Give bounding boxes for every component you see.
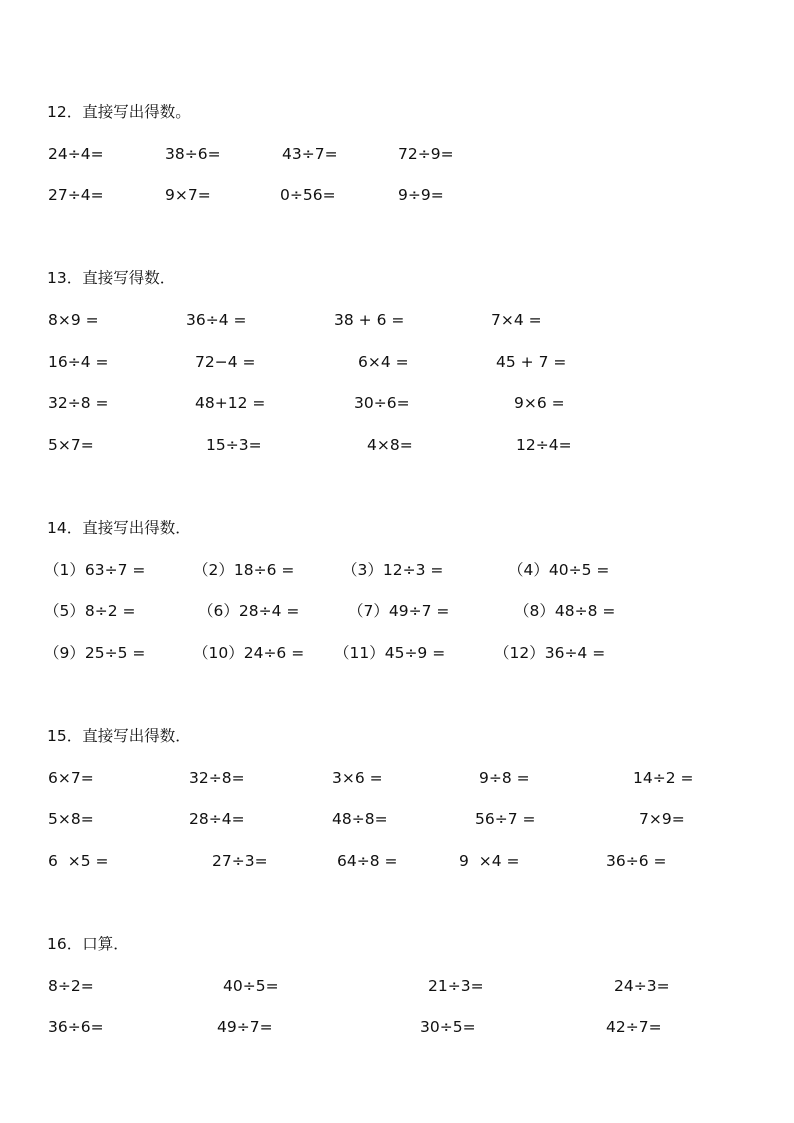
problem-14-12: （12）36÷4 = <box>494 644 606 662</box>
problem-14-10: （10）24÷6 = <box>193 644 305 662</box>
problem-14-1: （1）63÷7 = <box>44 561 146 579</box>
problem-12-8: 9÷9= <box>398 186 444 204</box>
problem-16-1: 8÷2= <box>48 977 94 995</box>
problem-15-3: 3×6 = <box>332 769 383 787</box>
problem-15-13: 64÷8 = <box>337 852 398 870</box>
section-12-title: 12．直接写出得数。 <box>47 103 191 121</box>
problem-14-5: （5）8÷2 = <box>44 602 136 620</box>
problem-16-3: 21÷3= <box>428 977 484 995</box>
problem-15-1: 6×7= <box>48 769 94 787</box>
section-13-title: 13．直接写得数． <box>47 269 176 287</box>
problem-15-8: 48÷8= <box>332 810 388 828</box>
problem-12-6: 9×7= <box>165 186 211 204</box>
problem-12-3: 43÷7= <box>282 145 338 163</box>
problem-15-6: 5×8= <box>48 810 94 828</box>
problem-12-2: 38÷6= <box>165 145 221 163</box>
problem-13-9: 32÷8 = <box>48 394 109 412</box>
problem-15-14: 9 ×4 = <box>459 852 520 870</box>
problem-15-11: 6 ×5 = <box>48 852 109 870</box>
problem-16-8: 42÷7= <box>606 1018 662 1036</box>
problem-15-9: 56÷7 = <box>475 810 536 828</box>
problem-14-6: （6）28÷4 = <box>198 602 300 620</box>
problem-13-4: 7×4 = <box>491 311 542 329</box>
problem-16-5: 36÷6= <box>48 1018 104 1036</box>
problem-15-10: 7×9= <box>639 810 685 828</box>
problem-16-2: 40÷5= <box>223 977 279 995</box>
problem-13-12: 9×6 = <box>514 394 565 412</box>
problem-12-1: 24÷4= <box>48 145 104 163</box>
problem-13-3: 38 + 6 = <box>334 311 405 329</box>
problem-15-4: 9÷8 = <box>479 769 530 787</box>
problem-13-15: 4×8= <box>367 436 413 454</box>
problem-14-9: （9）25÷5 = <box>44 644 146 662</box>
problem-15-15: 36÷6 = <box>606 852 667 870</box>
problem-15-2: 32÷8= <box>189 769 245 787</box>
problem-13-5: 16÷4 = <box>48 353 109 371</box>
problem-15-5: 14÷2 = <box>633 769 694 787</box>
problem-14-11: （11）45÷9 = <box>334 644 446 662</box>
problem-13-7: 6×4 = <box>358 353 409 371</box>
problem-16-7: 30÷5= <box>420 1018 476 1036</box>
problem-13-8: 45 + 7 = <box>496 353 567 371</box>
problem-13-13: 5×7= <box>48 436 94 454</box>
problem-14-2: （2）18÷6 = <box>193 561 295 579</box>
problem-15-12: 27÷3= <box>212 852 268 870</box>
section-14-title: 14．直接写出得数． <box>47 519 191 537</box>
problem-13-11: 30÷6= <box>354 394 410 412</box>
problem-12-4: 72÷9= <box>398 145 454 163</box>
section-16-title: 16．口算． <box>47 935 129 953</box>
problem-12-7: 0÷56= <box>280 186 336 204</box>
problem-14-4: （4）40÷5 = <box>508 561 610 579</box>
problem-16-4: 24÷3= <box>614 977 670 995</box>
problem-12-5: 27÷4= <box>48 186 104 204</box>
problem-15-7: 28÷4= <box>189 810 245 828</box>
section-15-title: 15．直接写出得数． <box>47 727 191 745</box>
problem-13-6: 72−4 = <box>195 353 256 371</box>
problem-14-7: （7）49÷7 = <box>348 602 450 620</box>
problem-13-14: 15÷3= <box>206 436 262 454</box>
problem-14-8: （8）48÷8 = <box>514 602 616 620</box>
problem-14-3: （3）12÷3 = <box>342 561 444 579</box>
problem-13-2: 36÷4 = <box>186 311 247 329</box>
problem-13-10: 48+12 = <box>195 394 266 412</box>
problem-13-16: 12÷4= <box>516 436 572 454</box>
problem-13-1: 8×9 = <box>48 311 99 329</box>
problem-16-6: 49÷7= <box>217 1018 273 1036</box>
